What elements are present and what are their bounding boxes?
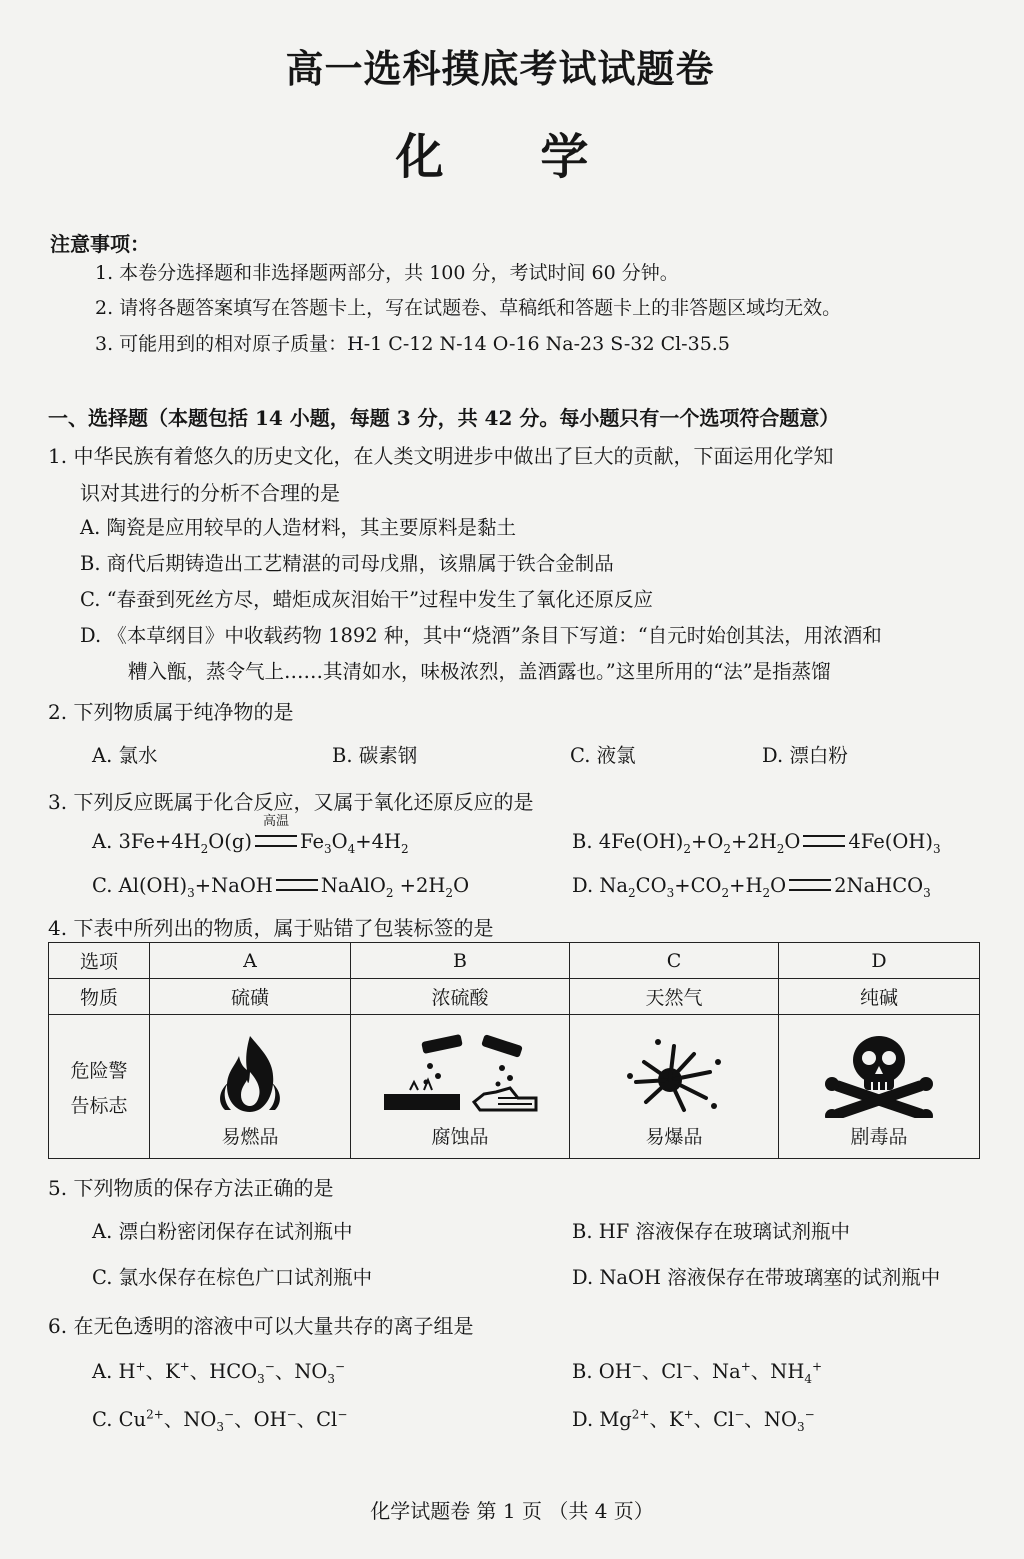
label-table	[48, 942, 980, 1159]
notice-heading: 注意事项：	[50, 232, 150, 256]
question-1-stem-cont: 识对其进行的分析不合理的是	[80, 481, 340, 505]
q5-option-b: B. HF 溶液保存在玻璃试剂瓶中	[572, 1220, 850, 1243]
q6-option-c: C. $Cu^{2+}$、$NO_3^-$、OH−、Cl−	[92, 1407, 348, 1434]
notice-item: 2. 请将各题答案填写在答题卡上，写在试题卷、草稿纸和答题卡上的非答题区域均无效。	[95, 297, 842, 319]
q2-option-c: C. 液氯	[570, 744, 636, 767]
row-head-line: 告标志	[70, 1094, 128, 1117]
q3-option-b: B. $4Fe(OH)_2+O_2+2H_2O$ $4Fe(OH)_3$	[572, 830, 941, 856]
row-head-line: 危险警	[70, 1059, 128, 1082]
table-header-cell: B	[351, 943, 570, 979]
q5-option-d: D. NaOH 溶液保存在带玻璃塞的试剂瓶中	[572, 1266, 941, 1289]
q3-option-d: D. $Na_2CO_3+CO_2+H_2O$ 2NaHCO$_3$	[572, 874, 931, 900]
table-cell	[570, 1015, 779, 1159]
symbol-caption: 易爆品	[645, 1126, 703, 1148]
notice-item: 1. 本卷分选择题和非选择题两部分，共 100 分，考试时间 60 分钟。	[95, 262, 679, 284]
table-cell	[351, 1015, 570, 1159]
q1-option-d-cont: 糟入甑，蒸令气上……其清如水，味极浓烈，盖酒露也。”这里所用的“法”是指蒸馏	[128, 660, 831, 683]
q1-option-a: A. 陶瓷是应用较早的人造材料，其主要原料是黏土	[80, 516, 516, 539]
flame-icon	[205, 1032, 295, 1118]
table-cell	[150, 1015, 351, 1159]
table-header-cell: D	[779, 943, 980, 979]
explosion-icon	[614, 1032, 734, 1118]
table-cell	[49, 1015, 150, 1159]
symbol-caption: 易燃品	[221, 1126, 279, 1148]
q6-option-a: A. H+、K+、$HCO_3^-$、$NO_3^-$	[92, 1359, 346, 1386]
notice-item: 3. 可能用到的相对原子质量：H-1 C-12 N-14 O-16 Na-23 S-32 Cl-35.5	[95, 333, 730, 355]
exam-title: 高一选科摸底考试试题卷	[285, 46, 715, 91]
q6-option-b: B. OH−、Cl−、Na+、$NH_4^+$	[572, 1359, 823, 1386]
page-footer: 化学试题卷 第 1 页 （共 4 页）	[370, 1499, 654, 1523]
q1-option-d: D. 《本草纲目》中收载药物 1892 种，其中“烧酒”条目下写道：“自元时始创其法，用浓酒和	[80, 624, 882, 647]
q2-option-d: D. 漂白粉	[762, 744, 848, 767]
question-4-stem: 4. 下表中所列出的物质，属于贴错了包装标签的是	[48, 916, 494, 940]
reaction-condition: 高温	[262, 814, 289, 829]
symbol-caption: 腐蚀品	[431, 1126, 489, 1148]
q5-option-c: C. 氯水保存在棕色广口试剂瓶中	[92, 1266, 373, 1289]
corrosive-icon	[370, 1032, 550, 1118]
question-6-stem: 6. 在无色透明的溶液中可以大量共存的离子组是	[48, 1314, 474, 1338]
q1-option-b: B. 商代后期铸造出工艺精湛的司母戊鼎，该鼎属于铁合金制品	[80, 552, 614, 575]
subject-title: 化 学	[395, 129, 629, 185]
question-1-stem: 1. 中华民族有着悠久的历史文化，在人类文明进步中做出了巨大的贡献，下面运用化学知	[48, 444, 834, 468]
question-2-stem: 2. 下列物质属于纯净物的是	[48, 700, 294, 724]
table-cell: 浓硫酸	[351, 979, 570, 1015]
q2-option-b: B. 碳素钢	[332, 744, 418, 767]
q3-option-c: C. $Al(OH)_3+NaOH$ NaAlO$_2$ $+2H_2O$	[92, 874, 470, 900]
table-cell: 物质	[49, 979, 150, 1015]
table-cell	[779, 1015, 980, 1159]
table-cell: 纯碱	[779, 979, 980, 1015]
skull-icon	[824, 1032, 934, 1118]
symbol-caption: 剧毒品	[850, 1126, 908, 1148]
question-5-stem: 5. 下列物质的保存方法正确的是	[48, 1176, 334, 1200]
table-header-cell: 选项	[49, 943, 150, 979]
section-heading: 一、选择题（本题包括 14 小题，每题 3 分，共 42 分。每小题只有一个选项符合题意）	[48, 406, 840, 430]
q6-option-d: D. $Mg^{2+}$、K+、Cl−、$NO_3^-$	[572, 1407, 815, 1434]
q1-option-c: C. “春蚕到死丝方尽，蜡炬成灰泪始干”过程中发生了氧化还原反应	[80, 588, 654, 611]
table-cell: 天然气	[570, 979, 779, 1015]
table-cell: 硫磺	[150, 979, 351, 1015]
q2-option-a: A. 氯水	[92, 744, 158, 767]
q3-option-a: A. $3Fe+4H_2O(g)$ 高温 $Fe_3O_4+4H_2$	[92, 830, 409, 853]
table-header-cell: A	[150, 943, 351, 979]
table-header-cell: C	[570, 943, 779, 979]
question-3-stem: 3. 下列反应既属于化合反应，又属于氧化还原反应的是	[48, 790, 534, 814]
q5-option-a: A. 漂白粉密闭保存在试剂瓶中	[92, 1220, 353, 1243]
